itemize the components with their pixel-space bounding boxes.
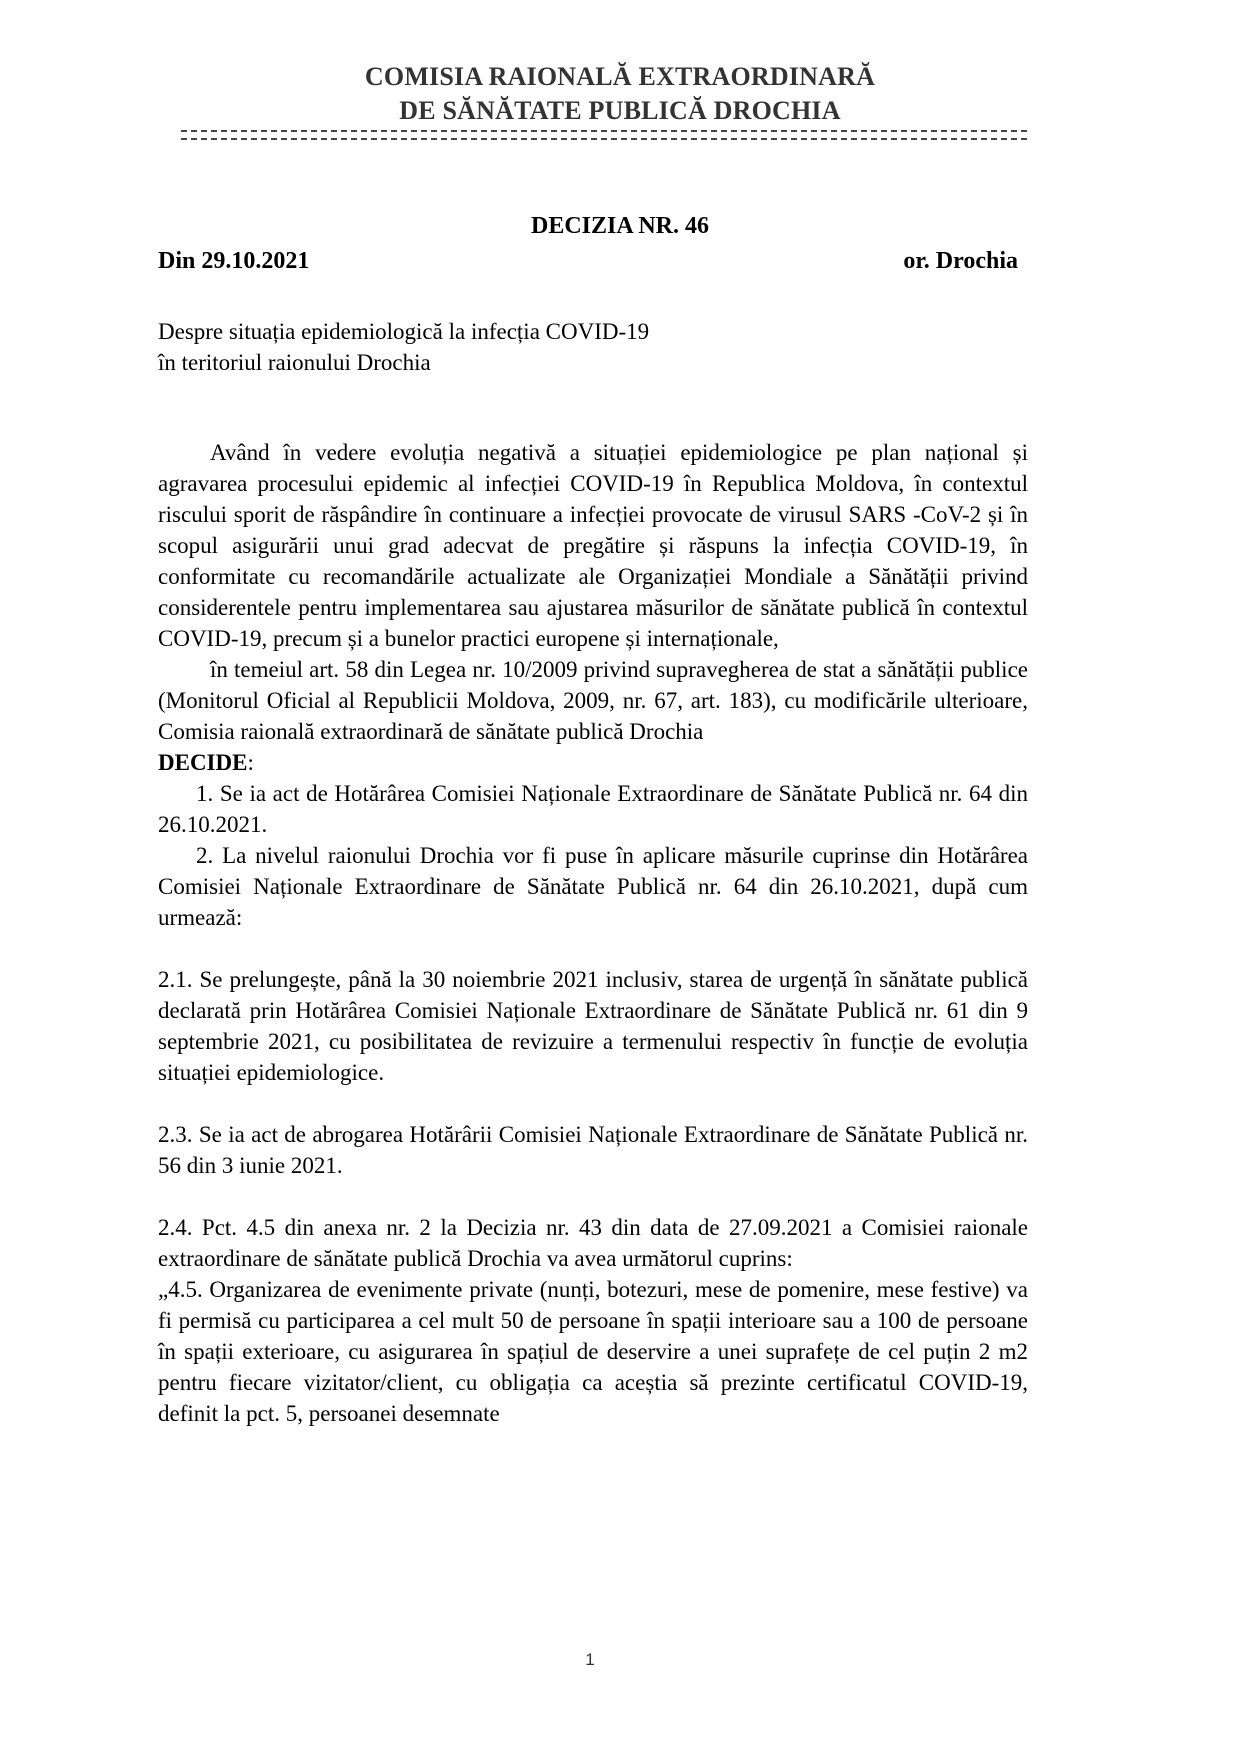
document-body [158,437,1028,1429]
header-double-rule [181,130,1027,140]
decision-title: DECIZIA NR. 46 [530,213,710,239]
header-line-2: DE SĂNĂTATE PUBLICĂ DROCHIA [399,96,841,125]
spacer [158,1088,1028,1119]
decide-line [158,747,1028,778]
decide-colon: : [247,750,254,775]
item-2-3: 2.3. Se ia act de abrogarea Hotărârii Comisiei Naționale Extraordinare de Sănătate Publică nr. 56 din 3 iunie 2021. [158,1122,1028,1178]
subject-line-2: în teritoriul raionului Drochia [158,350,431,375]
item-2-4: 2.4. Pct. 4.5 din anexa nr. 2 la Decizia nr. 43 din data de 27.09.2021 a Comisiei raionale extraordinare de sănătate publică Drochia va avea următorul cuprins: [158,1215,1028,1271]
spacer [158,933,1028,964]
page-number: 1 [585,1650,595,1669]
item-1: 1. Se ia act de Hotărârea Comisiei Naționale Extraordinare de Sănătate Publică nr. 64 din 26.10.2021. [158,781,1028,837]
preamble-paragraph-1: Având în vedere evoluția negativă a situației epidemiologice pe plan național și agravarea procesului epidemic al infecției COVID-19 în Republica Moldova, în contextul riscului sporit de răspândire în continuare a infecției provocate de virusul SARS -CoV-2 și în scopul asigurării unui grad adecvat de pregătire și răspuns la infecția COVID-19, în conformitate cu recomandările actualizate ale Organizației Mondiale a Sănătății privind considerentele pentru implementarea sau ajustarea măsurilor de sănătate publică în contextul COVID-19, precum și a bunelor practici europene și internaționale, [158,440,1028,651]
dateline [158,248,1018,275]
subject [158,316,649,378]
spacer [158,1181,1028,1212]
header-line-1: COMISIA RAIONALĂ EXTRAORDINARĂ [364,62,876,91]
item-2: 2. La nivelul raionului Drochia vor fi puse în aplicare măsurile cuprinse din Hotărârea Comisiei Naționale Extraordinare de Sănătate Publică nr. 64 din 26.10.2021, după cum urmează: [158,843,1028,930]
preamble-paragraph-2: în temeiul art. 58 din Legea nr. 10/2009 privind supravegherea de stat a sănătății publice (Monitorul Oficial al Republicii Moldova, 2009, nr. 67, art. 183), cu modificările ulterioare, Comisia raională extraordinară de sănătate publică Drochia [158,657,1028,744]
item-4-5: „4.5. Organizarea de evenimente private (nunți, botezuri, mese de pomenire, mese festive) va fi permisă cu participarea a cel mult 50 de persoane în spații interioare sau a 100 de persoane în spații exterioare, cu asigurarea în spațiul de deservire a unei suprafețe de cel puțin 2 m2 pentru fiecare vizitator/client, cu obligația ca aceștia să prezinte certificatul COVID-19, definit la pct. 5, persoanei desemnate [158,1277,1028,1426]
decision-date: Din 29.10.2021 [158,248,310,274]
subject-line-1: Despre situația epidemiologică la infecția COVID-19 [158,319,650,344]
decide-label: DECIDE [158,750,248,775]
decision-place: or. Drochia [903,248,1018,274]
item-2-1: 2.1. Se prelungește, până la 30 noiembrie 2021 inclusiv, starea de urgență în sănătate publică declarată prin Hotărârea Comisiei Naționale Extraordinare de Sănătate Publică nr. 61 din 9 septembrie 2021, cu posibilitatea de revizuire a termenului respectiv în funcție de evoluția situației epidemiologice. [158,967,1028,1085]
